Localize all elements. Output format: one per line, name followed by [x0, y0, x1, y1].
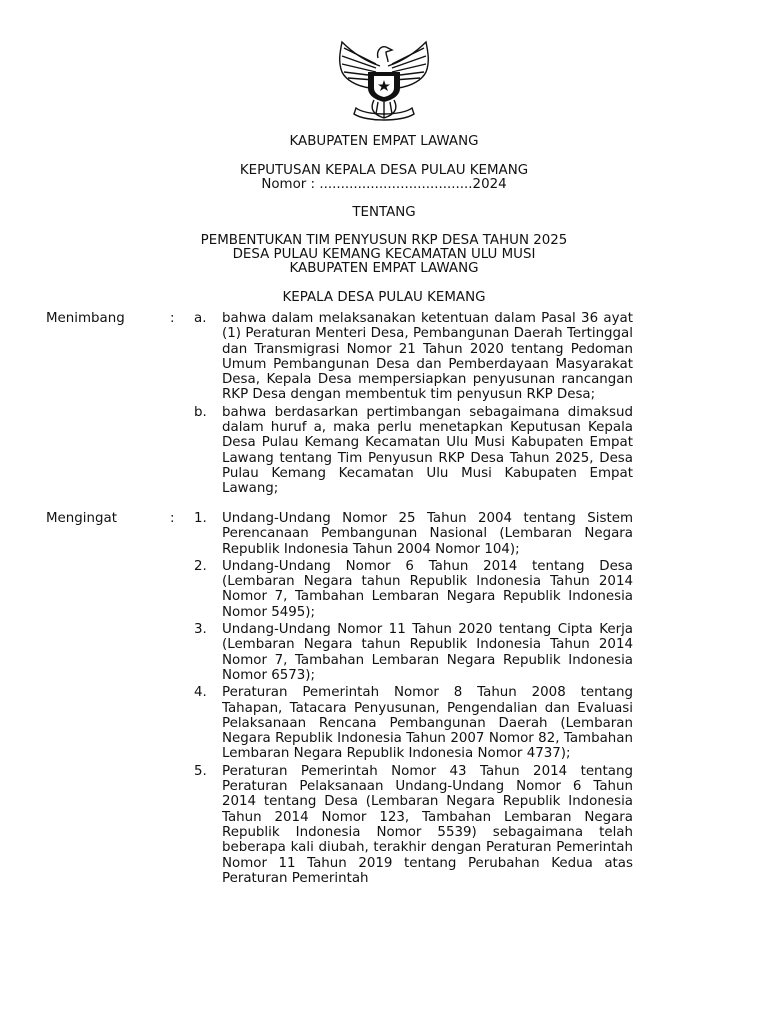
- item-text: Peraturan Pemerintah Nomor 43 Tahun 2014 tentang Peraturan Pelaksanaan Undang-Undang Nomor 6 Tahun 2014 tentang Desa (Lembaran Negara Republik Indonesia Tahun 2014 Nomor 123, Tambahan Lembaran Negara Republik Indonesia Nomor 5539) sebagaimana telah beberapa kali diubah, terakhir dengan Peraturan Pemerintah Nomor 11 Tahun 2019 tentang Perubahan Kedua atas Peraturan Pemerintah: [222, 763, 633, 886]
- subject-line-1: PEMBENTUKAN TIM PENYUSUN RKP DESA TAHUN 2025: [200, 233, 568, 248]
- mengingat-item: [46, 559, 636, 620]
- item-marker: a.: [194, 311, 207, 326]
- item-text: Undang-Undang Nomor 6 Tahun 2014 tentang Desa (Lembaran Negara tahun Republik Indonesia Tahun 2014 Nomor 7, Tambahan Lembaran Negara Republik Indonesia Nomor 5495);: [222, 558, 633, 620]
- signatory-heading: KEPALA DESA PULAU KEMANG: [282, 290, 486, 305]
- item-marker: 4.: [194, 685, 207, 701]
- item-text: Undang-Undang Nomor 11 Tahun 2020 tentang Cipta Kerja (Lembaran Negara tahun Republik Indonesia Tahun 2014 Nomor 7, Tambahan Lembaran Negara Republik Indonesia Nomor 6573);: [222, 622, 633, 683]
- mengingat-colon: :: [170, 511, 175, 526]
- item-marker: 3.: [194, 622, 207, 638]
- item-marker: 1.: [194, 511, 207, 526]
- mengingat-item: [46, 511, 636, 557]
- item-marker: 2.: [194, 558, 207, 574]
- menimbang-item: [46, 405, 636, 497]
- menimbang-label: Menimbang: [46, 311, 125, 326]
- menimbang-colon: :: [170, 311, 175, 326]
- item-text: Peraturan Pemerintah Nomor 8 Tahun 2008 tentang Tahapan, Tatacara Penyusunan, Pengendalian dan Evaluasi Pelaksanaan Rencana Pembangunan Daerah (Lembaran Negara Republik Indonesia Tahun 2007 Nomor 82, Tambahan Lembaran Negara Republik Indonesia Nomor 4737);: [222, 685, 633, 762]
- regency-heading: KABUPATEN EMPAT LAWANG: [289, 134, 479, 149]
- item-marker: b.: [194, 404, 207, 420]
- subject-line-2: DESA PULAU KEMANG KECAMATAN ULU MUSI: [232, 247, 536, 262]
- subject-line-3: KABUPATEN EMPAT LAWANG: [289, 261, 479, 276]
- mengingat-item: [46, 685, 636, 761]
- item-marker: 5.: [194, 763, 207, 779]
- item-text: bahwa berdasarkan pertimbangan sebagaimana dimaksud dalam huruf a, maka perlu menetapkan Keputusan Kepala Desa Pulau Kemang Kecamatan Ulu Musi Kabupaten Empat Lawang tentang Tim Penyusun RKP Desa Tahun 2025, Desa Pulau Kemang Kecamatan Ulu Musi Kabupaten Empat Lawang;: [222, 404, 633, 497]
- menimbang-section: [46, 311, 636, 497]
- mengingat-section: [46, 511, 636, 886]
- garuda-emblem-icon: [330, 36, 438, 124]
- about-heading: TENTANG: [352, 205, 416, 220]
- mengingat-item: [46, 764, 636, 886]
- decree-title: KEPUTUSAN KEPALA DESA PULAU KEMANG: [239, 163, 529, 178]
- mengingat-label: Mengingat: [46, 511, 117, 526]
- decree-number: Nomor : ....................................2024: [261, 177, 507, 192]
- item-text: bahwa dalam melaksanakan ketentuan dalam Pasal 36 ayat (1) Peraturan Menteri Desa, Pembangunan Daerah Tertinggal dan Transmigrasi Nomor 21 Tahun 2020 tentang Pedoman Umum Pembangunan Desa dan Pemberdayaan Masyarakat Desa, Kepala Desa mempersiapkan penyusunan rancangan RKP Desa dengan membentuk tim penyusun RKP Desa;: [222, 311, 633, 403]
- mengingat-item: [46, 622, 636, 683]
- menimbang-item: [46, 311, 636, 403]
- item-text: Undang-Undang Nomor 25 Tahun 2004 tentang Sistem Perencanaan Pembangunan Nasional (Lembaran Negara Republik Indonesia Tahun 2004 Nomor 104);: [222, 511, 633, 557]
